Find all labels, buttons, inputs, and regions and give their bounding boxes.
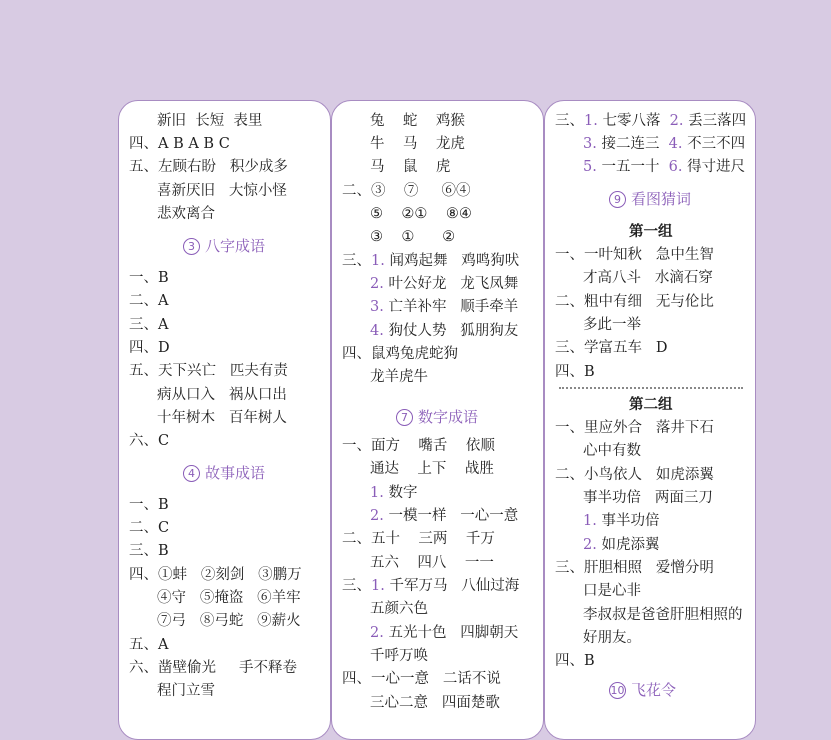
text-line: ③ ① ② [370,229,456,245]
section-heading: 4 故事成语 [183,463,265,483]
circled-number: 7 [396,409,413,426]
group-subheading: 第二组 [629,396,673,413]
section-heading: 10 飞花令 [610,681,677,699]
text-line: 病从口入 祸从口出 [157,387,287,403]
text-line: 三、肝胆相照 爱憎分明 [555,560,714,576]
text-line: 四、①蚌 ②刻剑 ③鹏万 [129,567,302,583]
text-line: 新旧 长短 表里 [157,113,263,129]
text-line: 1. 事半功倍 [583,513,660,529]
answer-column-1 [118,100,331,740]
text-line: 李叔叔是爸爸肝胆相照的 [583,607,743,623]
text-line: 五、天下兴亡 匹夫有责 [129,363,288,379]
text-line: 4. 狗仗人势 狐朋狗友 [370,323,519,339]
text-line: 2. 五光十色 四脚朝天 [370,625,519,641]
circled-number: 3 [183,238,200,255]
text-line: 喜新厌旧 大惊小怪 [157,183,287,199]
text-line: 三心二意 四面楚歌 [370,695,500,711]
text-line: 程门立雪 [157,683,215,699]
circled-number: 10 [610,684,625,697]
text-line: 四、A B A B C [129,136,230,152]
text-line: 牛 马 龙虎 [370,136,465,152]
circled-number: 4 [183,465,200,482]
text-line: 1. 数字 [370,485,418,501]
text-line: 二、五十 三两 千万 [342,531,495,547]
text-line: 才高八斗 水滴石穿 [583,270,713,286]
text-line: ④守 ⑤掩盗 ⑥羊牢 [157,590,301,606]
text-line: 多此一举 [583,317,641,333]
text-line: 五六 四八 一一 [370,555,494,571]
text-line: 五、A [129,637,169,653]
text-line: 3. 接二连三 4. 不三不四 [583,136,746,152]
text-line: ⑦弓 ⑧弓蛇 ⑨薪火 [157,613,301,629]
text-line: 二、小鸟依人 如虎添翼 [555,467,714,483]
text-line: 一、B [129,270,169,286]
text-line: 2. 一模一样 一心一意 [370,508,519,524]
text-line: 四、B [555,653,595,669]
text-line: 三、B [129,543,169,559]
answer-column-3 [544,100,756,740]
text-line: 四、B [555,364,595,380]
text-line: 马 鼠 虎 [370,159,451,175]
text-line: 二、③ ⑦ ⑥④ [342,183,471,199]
text-line: 千呼万唤 [370,648,428,664]
text-line: 兔 蛇 鸡猴 [370,113,465,129]
text-line: 心中有数 [583,443,641,459]
section-heading: 3 八字成语 [183,236,265,256]
text-line: 三、1. 千军万马 八仙过海 [342,578,520,594]
text-line: 二、C [129,520,170,536]
text-line: 悲欢离合 [157,206,215,222]
text-line: 2. 如虎添翼 [583,537,660,553]
text-line: 五、左顾右盼 积少成多 [129,159,288,175]
section-heading: 9 看图猜词 [609,189,691,209]
text-line: 四、一心一意 二话不说 [342,671,501,687]
text-line: ⑤ ②① ⑧④ [370,206,472,222]
text-line: 三、1. 七零八落 2. 丢三落四 [555,113,747,129]
dotted-divider [559,387,743,389]
section-heading: 7 数字成语 [396,407,478,427]
text-line: 三、1. 闻鸡起舞 鸡鸣狗吠 [342,253,520,269]
circled-number: 9 [609,191,626,208]
text-line: 五颜六色 [370,601,428,617]
text-line: 好朋友。 [583,630,641,646]
text-line: 5. 一五一十 6. 得寸进尺 [583,159,746,175]
text-line: 3. 亡羊补牢 顺手牵羊 [370,299,519,315]
answer-column-2 [331,100,544,740]
text-line: 龙羊虎牛 [370,369,428,385]
text-line: 口是心非 [583,583,641,599]
text-line: 三、学富五车 D [555,340,668,356]
text-line: 一、里应外合 落井下石 [555,420,714,436]
text-line: 四、D [129,340,170,356]
text-line: 三、A [129,317,169,333]
text-line: 六、C [129,433,170,449]
text-line: 十年树木 百年树人 [157,410,287,426]
text-line: 2. 叶公好龙 龙飞凤舞 [370,276,519,292]
text-line: 六、凿壁偷光 手不释卷 [129,660,298,676]
text-line: 四、鼠鸡兔虎蛇狗 [342,346,458,362]
text-line: 二、A [129,293,169,309]
text-line: 通达 上下 战胜 [370,461,494,477]
text-line: 一、B [129,497,169,513]
group-subheading: 第一组 [629,223,673,240]
text-line: 一、面方 嘴舌 依顺 [342,438,495,454]
text-line: 一、一叶知秋 急中生智 [555,247,714,263]
text-line: 二、粗中有细 无与伦比 [555,294,714,310]
text-line: 事半功倍 两面三刀 [583,490,713,506]
